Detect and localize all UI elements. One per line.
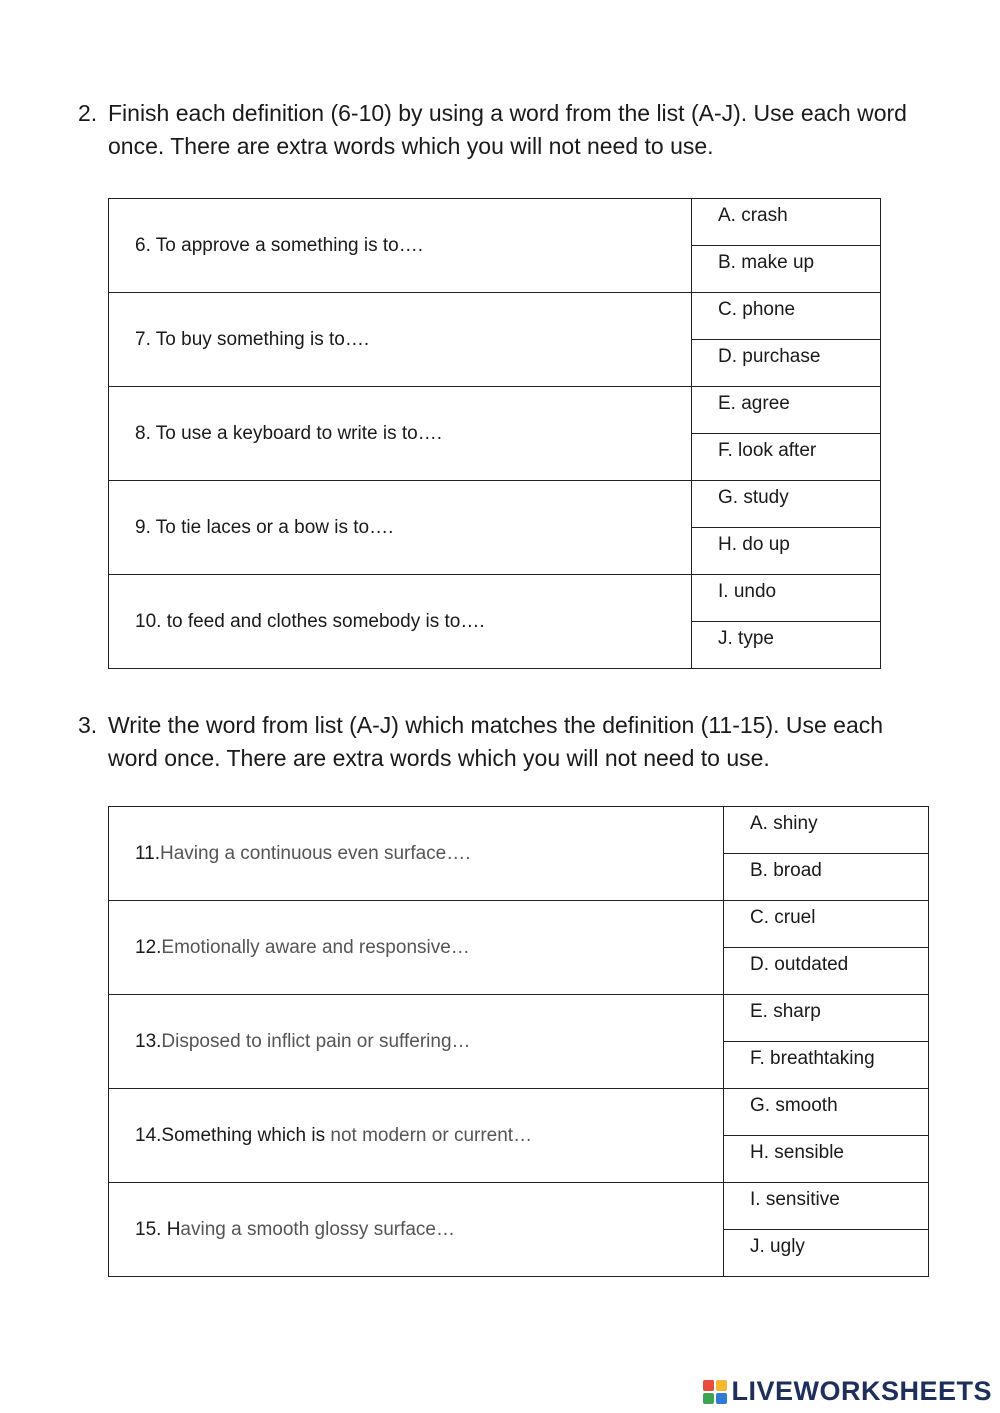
definition-9: 9. To tie laces or a bow is to….: [109, 481, 692, 575]
logo-square-red: [703, 1380, 714, 1391]
option-d: [692, 340, 881, 387]
table-row: [109, 995, 929, 1042]
question-3-heading: [78, 709, 938, 775]
option-b-label: B. broad: [750, 860, 822, 881]
option-b-label: B. make up: [718, 252, 815, 273]
definition-10: 10. to feed and clothes somebody is to….: [109, 575, 692, 669]
option-j: [692, 622, 881, 669]
option-h: [724, 1136, 929, 1183]
option-c-label: C. cruel: [750, 907, 816, 928]
table-row: [109, 481, 881, 528]
option-a-label: A. shiny: [750, 813, 818, 834]
option-a-label: A. crash: [718, 205, 788, 226]
option-e: [692, 387, 881, 434]
option-f-label: F. breathtaking: [750, 1048, 875, 1069]
definition-13-number: 13.: [135, 1030, 162, 1052]
option-c: [692, 293, 881, 340]
question-2-matching-table: [108, 198, 881, 669]
question-3-matching-table: [108, 806, 929, 1277]
definition-12-number: 12.: [135, 936, 162, 958]
option-g-label: G. smooth: [750, 1095, 838, 1116]
option-j-label: J. ugly: [750, 1236, 805, 1257]
question-3-instructions: Write the word from list (A-J) which matches the definition (11-15). Use each word once. There are extra words which you will not need to use.: [108, 712, 884, 771]
table-row: [109, 1183, 929, 1230]
option-f-label: F. look after: [718, 440, 817, 461]
definition-13: [109, 995, 724, 1089]
definition-14-text: not modern or current…: [330, 1124, 533, 1146]
option-g-label: G. study: [718, 487, 789, 508]
definition-15: [109, 1183, 724, 1277]
definition-15-number: 15. H: [135, 1218, 181, 1240]
definition-14-number: 14.Something which is: [135, 1124, 331, 1146]
table-row: [109, 387, 881, 434]
option-d: [724, 948, 929, 995]
option-a: [724, 807, 929, 854]
option-b: [692, 246, 881, 293]
question-2-number: 2.: [78, 100, 98, 126]
option-c: [724, 901, 929, 948]
option-f: [692, 434, 881, 481]
table-row: [109, 293, 881, 340]
question-2-heading: [78, 97, 938, 163]
definition-14: [109, 1089, 724, 1183]
option-h: [692, 528, 881, 575]
definition-11-number: 11.: [135, 842, 161, 864]
option-e-label: E. sharp: [750, 1001, 821, 1022]
option-i: [692, 575, 881, 622]
brand-name: LIVEWORKSHEETS: [731, 1376, 992, 1406]
liveworksheets-logo-icon: [703, 1380, 727, 1404]
definition-7: 7. To buy something is to….: [109, 293, 692, 387]
option-i: [724, 1183, 929, 1230]
option-g: [724, 1089, 929, 1136]
definition-8: 8. To use a keyboard to write is to….: [109, 387, 692, 481]
logo-square-blue: [716, 1393, 727, 1404]
logo-square-green: [703, 1393, 714, 1404]
option-e: [724, 995, 929, 1042]
question-3-number: 3.: [78, 712, 98, 738]
table-row: [109, 199, 881, 246]
question-2-instructions: Finish each definition (6-10) by using a word from the list (A-J). Use each word once. There are extra words which you will not need to use.: [108, 100, 907, 159]
table-row: [109, 807, 929, 854]
option-g: [692, 481, 881, 528]
definition-12: [109, 901, 724, 995]
definition-12-text: Emotionally aware and responsive…: [161, 936, 470, 958]
option-d-label: D. purchase: [718, 346, 821, 367]
logo-square-yellow: [716, 1380, 727, 1391]
option-j-label: J. type: [718, 628, 774, 649]
liveworksheets-logo[interactable]: [703, 1376, 992, 1407]
option-h-label: H. do up: [718, 534, 790, 555]
definition-11: [109, 807, 724, 901]
table-row: [109, 901, 929, 948]
definition-11-text: Having a continuous even surface….: [160, 842, 471, 864]
option-i-label: I. undo: [718, 581, 777, 602]
option-e-label: E. agree: [718, 393, 790, 414]
option-j: [724, 1230, 929, 1277]
option-i-label: I. sensitive: [750, 1189, 840, 1210]
table-row: [109, 1089, 929, 1136]
definition-15-text: aving a smooth glossy surface…: [180, 1218, 455, 1240]
option-d-label: D. outdated: [750, 954, 849, 975]
option-b: [724, 854, 929, 901]
option-f: [724, 1042, 929, 1089]
option-a: [692, 199, 881, 246]
option-h-label: H. sensible: [750, 1142, 844, 1163]
definition-6: 6. To approve a something is to….: [109, 199, 692, 293]
option-c-label: C. phone: [718, 299, 796, 320]
table-row: [109, 575, 881, 622]
definition-13-text: Disposed to inflict pain or suffering…: [161, 1030, 471, 1052]
